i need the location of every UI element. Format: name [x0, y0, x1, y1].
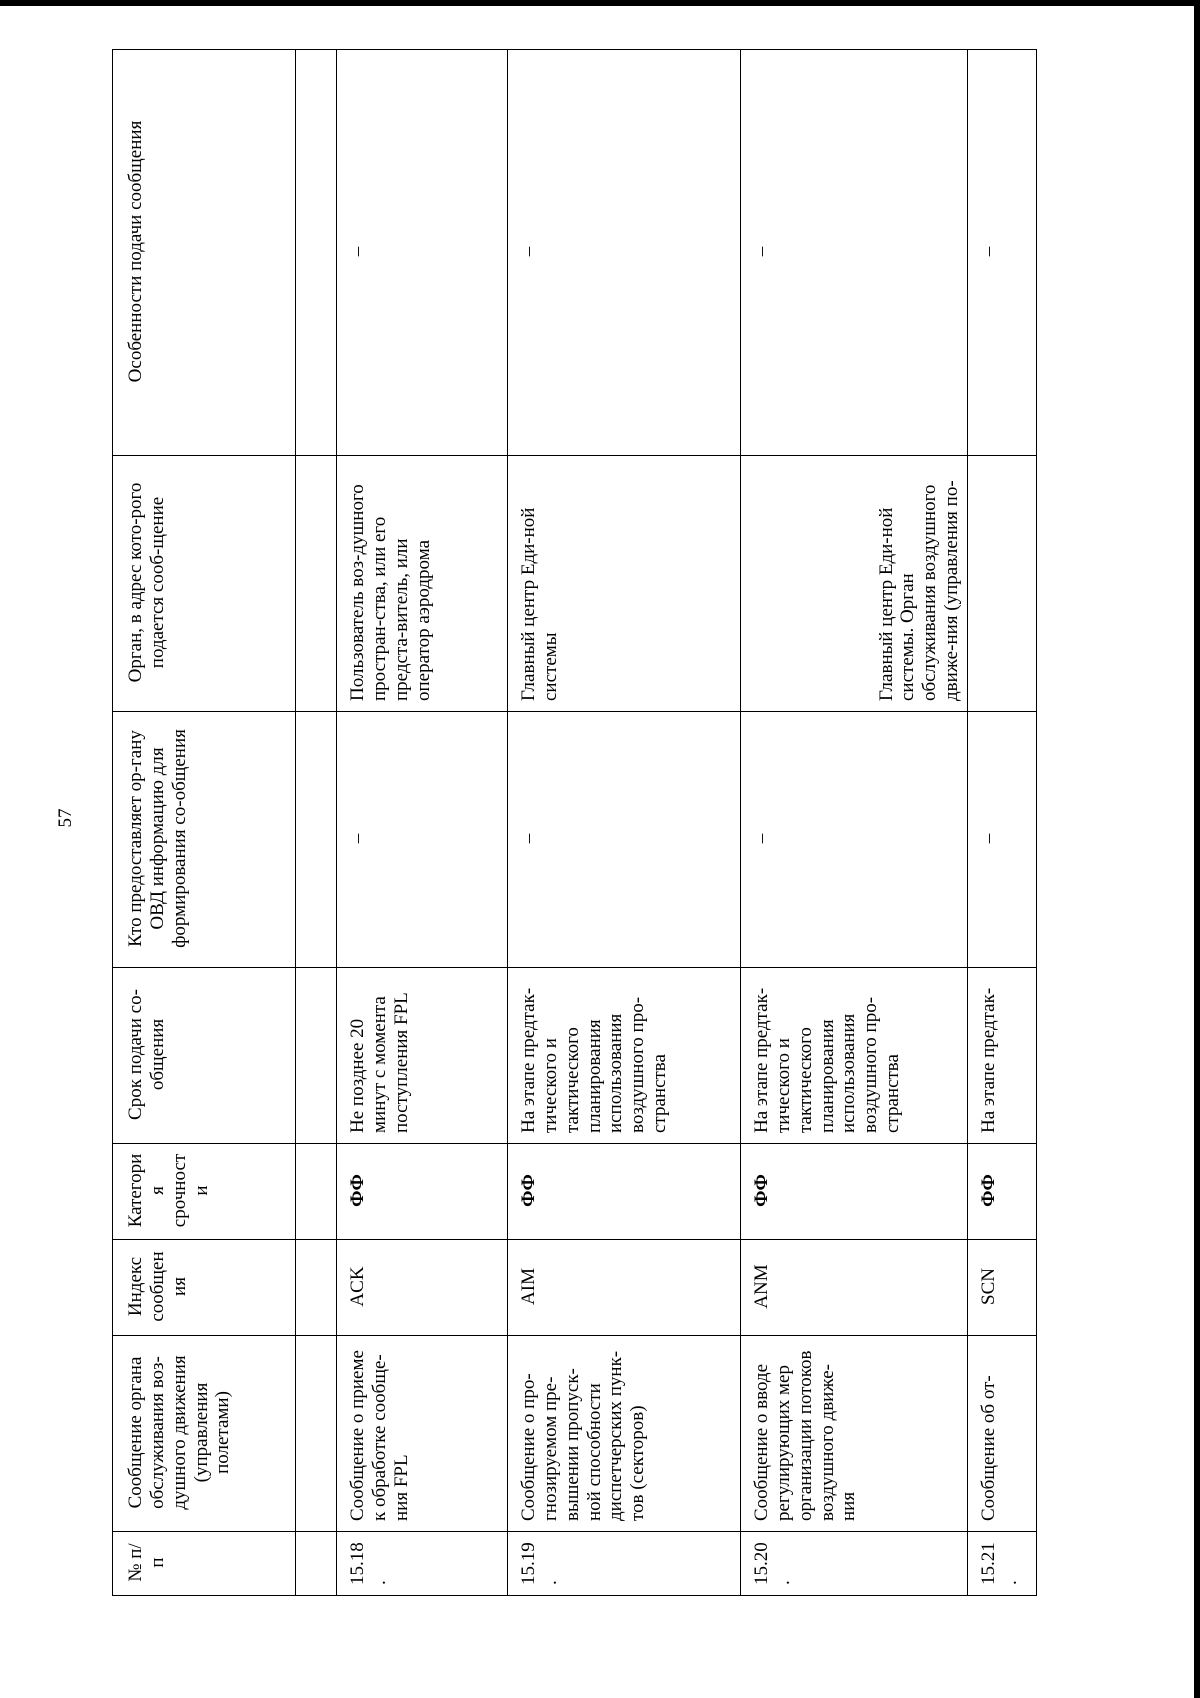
spacer-cell — [296, 50, 337, 456]
row-message: Сообщение о вводе регулирующих мер организации потоков воздушного движе-ния — [741, 1336, 968, 1532]
row-category: ФФ — [968, 1144, 1037, 1240]
header-category: Категория срочности — [113, 1144, 296, 1240]
row-deadline: На этапе предтак-тического и тактического планирования использования воздушного про-странства — [508, 968, 741, 1144]
row-category: ФФ — [508, 1144, 741, 1240]
spacer-cell — [296, 1336, 337, 1532]
header-provider: Кто предоставляет ор-гану ОВД информацию для формирования со-общения — [113, 712, 296, 968]
row-category: ФФ — [741, 1144, 968, 1240]
row-features: – — [741, 50, 968, 456]
row-addressee: Главный центр Еди-ной системы — [508, 456, 741, 712]
header-message: Сообщение органа обслуживания воз-душного движения (управления полетами) — [113, 1336, 296, 1532]
row-features: – — [337, 50, 508, 456]
header-features: Особенности подачи сообщения — [113, 50, 296, 456]
row-provider: – — [741, 712, 968, 968]
table-row — [508, 50, 741, 1596]
header-addressee: Орган, в адрес кото-рого подается сооб-щение — [113, 456, 296, 712]
spacer-cell — [296, 1144, 337, 1240]
row-addressee — [968, 456, 1037, 712]
spacer-cell — [296, 1532, 337, 1596]
row-provider: – — [337, 712, 508, 968]
table-spacer-row — [296, 50, 337, 1596]
row-addressee: Главный центр Еди-ной системы. Орган обслуживания воздушного движе-ния (управления по- — [741, 456, 968, 712]
table-row — [741, 50, 968, 1596]
table-row — [337, 50, 508, 1596]
row-provider: – — [968, 712, 1037, 968]
spacer-cell — [296, 456, 337, 712]
row-category: ФФ — [337, 1144, 508, 1240]
table-row — [968, 50, 1037, 1596]
row-deadline: На этапе предтак- — [968, 968, 1037, 1144]
row-index: ANM — [741, 1240, 968, 1336]
page-number — [56, 798, 76, 838]
row-num: 15.18. — [337, 1532, 508, 1596]
scan-edge-right — [1194, 0, 1200, 1698]
messages-table — [112, 49, 1037, 1596]
row-addressee: Пользователь воз-душного простран-ства, или его предста-витель, или оператор аэродрома — [337, 456, 508, 712]
row-message: Сообщение о про-гнозируемом пре-вышении пропуск-ной способности диспетчерских пунк-тов (секторов) — [508, 1336, 741, 1532]
header-deadline: Срок подачи со-общения — [113, 968, 296, 1144]
row-provider: – — [508, 712, 741, 968]
row-message: Сообщение о приеме к обработке сообще-ния FPL — [337, 1336, 508, 1532]
row-num: 15.19. — [508, 1532, 741, 1596]
row-deadline: На этапе предтак-тического и тактического планирования использования воздушного про-странства — [741, 968, 968, 1144]
row-index: SCN — [968, 1240, 1037, 1336]
row-deadline: Не позднее 20 минут с момента поступления FPL — [337, 968, 508, 1144]
spacer-cell — [296, 712, 337, 968]
page-number-text: 57 — [55, 808, 76, 828]
table-header-row — [113, 50, 296, 1596]
row-num: 15.20. — [741, 1532, 968, 1596]
spacer-cell — [296, 1240, 337, 1336]
row-features: – — [968, 50, 1037, 456]
row-features: – — [508, 50, 741, 456]
scan-edge-top — [0, 0, 1200, 6]
rotated-table-wrapper — [112, 50, 1110, 1596]
header-num: № п/п — [113, 1532, 296, 1596]
row-message: Сообщение об от- — [968, 1336, 1037, 1532]
row-index: AIM — [508, 1240, 741, 1336]
spacer-cell — [296, 968, 337, 1144]
row-num: 15.21. — [968, 1532, 1037, 1596]
row-index: ACK — [337, 1240, 508, 1336]
header-index: Индекс сообщения — [113, 1240, 296, 1336]
